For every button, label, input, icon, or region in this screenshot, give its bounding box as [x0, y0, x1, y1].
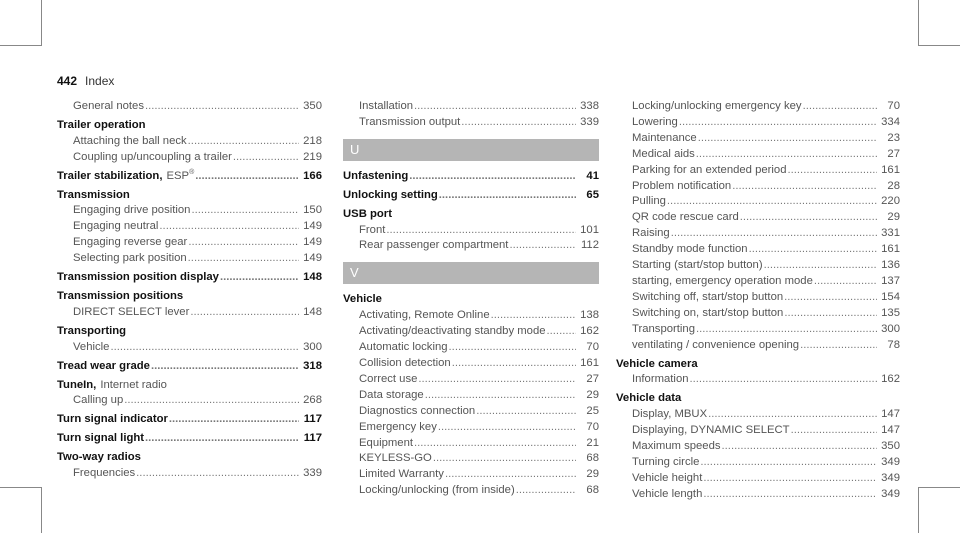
entry-text: Selecting park position	[73, 252, 187, 265]
index-entry	[57, 466, 322, 482]
page-ref: 162	[881, 373, 900, 386]
dot-leader	[732, 179, 877, 195]
index-entry	[616, 290, 900, 306]
page-ref: 161	[881, 243, 900, 256]
heading-extra: ESP®	[166, 168, 195, 182]
index-entry	[616, 306, 900, 322]
superscript: ®	[189, 168, 195, 176]
page-ref: 29	[586, 468, 599, 481]
page-ref: 218	[303, 134, 322, 147]
index-entry	[343, 324, 599, 340]
page-ref: 65	[586, 188, 599, 201]
crop-mark	[918, 487, 919, 533]
entry-text: Switching off, start/stop button	[632, 290, 784, 303]
index-entry	[57, 251, 322, 267]
page-ref: 338	[580, 100, 599, 112]
heading-text: Vehicle camera	[616, 357, 698, 370]
index-heading	[343, 169, 599, 185]
dot-leader	[696, 147, 877, 163]
index-entry	[616, 210, 900, 226]
entry-text: Activating, Remote Online	[359, 309, 490, 322]
dot-leader	[159, 219, 299, 235]
heading-text: Transporting	[57, 324, 127, 337]
dot-leader	[667, 194, 877, 210]
entry-text: QR code rescue card	[632, 211, 739, 224]
index-entry	[57, 393, 322, 409]
entry-text: Transporting	[632, 322, 695, 335]
page-ref: 137	[881, 274, 900, 287]
entry-text: Data storage	[359, 388, 424, 401]
dot-leader	[703, 471, 877, 487]
dot-leader	[784, 306, 877, 322]
index-heading	[57, 188, 322, 204]
dot-leader	[491, 308, 576, 324]
index-heading	[343, 207, 599, 223]
index-entry	[616, 274, 900, 290]
entry-text: ventilating / convenience opening	[632, 338, 800, 351]
dot-leader	[749, 242, 877, 258]
page-ref: 300	[881, 322, 900, 335]
entry-text: Problem notification	[632, 179, 732, 192]
entry-text: Emergency key	[359, 420, 437, 433]
page-ref: 117	[303, 413, 322, 426]
dot-leader	[145, 431, 299, 447]
dot-leader	[191, 203, 299, 219]
page-ref: 23	[887, 131, 900, 144]
dot-leader	[476, 404, 576, 420]
page-ref: 161	[580, 356, 599, 369]
entry-text: Turning circle	[632, 455, 700, 468]
index-entry	[343, 223, 599, 239]
index-heading	[616, 357, 900, 373]
page-ref: 148	[303, 305, 322, 318]
page-ref: 135	[881, 306, 900, 319]
index-heading	[57, 289, 322, 305]
dot-leader	[784, 290, 877, 306]
dot-leader	[708, 407, 877, 423]
index-entry	[616, 423, 900, 439]
dot-leader	[418, 372, 576, 388]
entry-text: Vehicle height	[632, 471, 703, 484]
dot-leader	[188, 134, 299, 150]
dot-leader	[433, 451, 576, 467]
index-entry	[57, 235, 322, 251]
entry-text: Locking/unlocking (from inside)	[359, 484, 515, 497]
index-entry	[57, 134, 322, 150]
index-entry	[343, 467, 599, 483]
entry-text: Parking for an extended period	[632, 163, 787, 176]
page-ref: 68	[586, 484, 599, 497]
index-heading	[343, 188, 599, 204]
heading-text: Trailer operation	[57, 118, 146, 131]
entry-text: Displaying, DYNAMIC SELECT	[632, 424, 790, 437]
page-ref: 27	[586, 372, 599, 385]
dot-leader	[136, 466, 299, 482]
heading-text: Vehicle	[343, 293, 382, 306]
entry-text: Vehicle	[73, 340, 110, 353]
heading-text: Turn signal light	[57, 432, 145, 445]
index-entry	[616, 258, 900, 274]
heading-text: Turn signal indicator	[57, 413, 168, 426]
heading-text: TuneIn,	[57, 378, 97, 391]
index-entry	[343, 99, 599, 115]
entry-text: Switching on, start/stop button	[632, 306, 784, 319]
page-ref: 21	[586, 436, 599, 449]
entry-text: Starting (start/stop button)	[632, 259, 763, 272]
entry-text: Transmission output	[359, 115, 461, 128]
index-entry	[616, 487, 900, 503]
index-entry	[616, 179, 900, 195]
dot-leader	[696, 322, 877, 338]
entry-text: KEYLESS-GO	[359, 452, 432, 465]
index-heading	[57, 412, 322, 428]
page-ref: 149	[303, 236, 322, 249]
page-ref: 112	[580, 239, 599, 252]
index-entry	[616, 242, 900, 258]
heading-text: Two-way radios	[57, 451, 141, 464]
entry-text: Collision detection	[359, 356, 451, 369]
page-ref: 29	[586, 388, 599, 401]
index-entry	[343, 372, 599, 388]
crop-mark	[41, 487, 42, 533]
index-entry	[343, 115, 599, 131]
entry-text: Lowering	[632, 115, 678, 128]
dot-leader	[740, 210, 877, 226]
entry-text: Equipment	[359, 436, 414, 449]
heading-text: USB port	[343, 207, 392, 220]
dot-leader	[438, 420, 576, 436]
page-ref: 147	[881, 408, 900, 421]
dot-leader	[449, 340, 576, 356]
entry-text: DIRECT SELECT lever	[73, 305, 190, 318]
entry-text: Locking/unlocking emergency key	[632, 100, 802, 112]
entry-text: Information	[632, 373, 689, 386]
dot-leader	[188, 251, 299, 267]
page-ref: 70	[887, 100, 900, 112]
page-ref: 349	[881, 487, 900, 500]
page-ref: 318	[303, 359, 322, 372]
crop-mark	[41, 0, 42, 46]
crop-mark	[918, 487, 960, 488]
page-ref: 68	[586, 452, 599, 465]
entry-text: Engaging drive position	[73, 204, 191, 217]
dot-leader	[195, 169, 299, 185]
dot-leader	[690, 372, 877, 388]
index-entry	[343, 388, 599, 404]
entry-text: Engaging neutral	[73, 220, 159, 233]
index-entry	[616, 322, 900, 338]
dot-leader	[445, 467, 576, 483]
heading-text: Unfastening	[343, 169, 409, 182]
page-ref: 334	[881, 115, 900, 128]
index-entry	[343, 238, 599, 254]
index-entry	[57, 219, 322, 235]
entry-text: Engaging reverse gear	[73, 236, 188, 249]
heading-text: Transmission position display	[57, 271, 219, 284]
page-ref: 25	[586, 404, 599, 417]
page-ref: 70	[586, 420, 599, 433]
page-ref: 166	[303, 169, 322, 182]
page-ref: 149	[303, 220, 322, 233]
entry-text: Front	[359, 223, 386, 236]
heading-text: Transmission	[57, 188, 130, 201]
page-ref: 331	[881, 227, 900, 240]
page-ref: 161	[881, 163, 900, 176]
index-entry	[343, 483, 599, 499]
page-ref: 78	[887, 338, 900, 351]
index-entry	[57, 99, 322, 115]
entry-text: Calling up	[73, 394, 124, 407]
index-column-3	[616, 99, 900, 503]
entry-text: Frequencies	[73, 467, 136, 480]
index-heading	[57, 359, 322, 375]
entry-text: Vehicle length	[632, 487, 703, 500]
page-ref: 147	[881, 424, 900, 437]
index-entry	[343, 356, 599, 372]
heading-text: Vehicle data	[616, 392, 682, 405]
dot-leader	[703, 487, 877, 503]
page-ref: 268	[303, 394, 322, 407]
dot-leader	[233, 150, 299, 166]
dot-leader	[516, 483, 576, 499]
entry-text: Pulling	[632, 195, 666, 208]
index-entry	[616, 115, 900, 131]
page-ref: 138	[580, 309, 599, 322]
page-ref: 300	[303, 340, 322, 353]
dot-leader	[461, 115, 576, 131]
index-heading	[343, 292, 599, 308]
index-entry	[616, 338, 900, 354]
index-entry	[343, 420, 599, 436]
dot-leader	[788, 163, 878, 179]
dot-leader	[425, 388, 576, 404]
index-entry	[343, 436, 599, 452]
index-entry	[616, 163, 900, 179]
dot-leader	[814, 274, 877, 290]
dot-leader	[409, 169, 576, 185]
dot-leader	[145, 99, 299, 115]
index-entry	[616, 407, 900, 423]
index-heading	[57, 324, 322, 340]
entry-text: Standby mode function	[632, 243, 748, 256]
dot-leader	[679, 115, 877, 131]
crop-mark	[0, 487, 42, 488]
dot-leader	[698, 131, 877, 147]
entry-text: Rear passenger compartment	[359, 239, 509, 252]
page-ref: 27	[887, 147, 900, 160]
index-heading	[57, 118, 322, 134]
dot-leader	[452, 356, 576, 372]
index-entry	[343, 404, 599, 420]
index-entry	[57, 305, 322, 321]
dot-leader	[700, 455, 877, 471]
dot-leader	[386, 223, 576, 239]
dot-leader	[803, 99, 877, 115]
page-ref: 101	[580, 223, 599, 236]
index-entry	[57, 203, 322, 219]
entry-text: Maintenance	[632, 131, 697, 144]
dot-leader	[220, 270, 299, 286]
index-column-1	[57, 99, 322, 482]
dot-leader	[439, 188, 576, 204]
index-entry	[616, 131, 900, 147]
index-entry	[343, 340, 599, 356]
dot-leader	[722, 439, 877, 455]
index-entry	[616, 372, 900, 388]
heading-text: Transmission positions	[57, 289, 184, 302]
page-ref: 136	[881, 259, 900, 272]
index-entry	[616, 194, 900, 210]
entry-text: Coupling up/uncoupling a trailer	[73, 150, 232, 163]
index-heading	[616, 391, 900, 407]
index-column-2	[343, 99, 599, 499]
index-entry	[616, 99, 900, 115]
page-ref: 154	[881, 290, 900, 303]
page-ref: 150	[303, 204, 322, 217]
entry-text: starting, emergency operation mode	[632, 274, 813, 287]
dot-leader	[414, 436, 576, 452]
page-ref: 29	[887, 211, 900, 224]
page-ref: 339	[303, 467, 322, 480]
entry-text: Diagnostics connection	[359, 404, 476, 417]
heading-text: Trailer stabilization,	[57, 169, 163, 182]
index-heading	[57, 431, 322, 447]
section-letter: V	[343, 262, 599, 284]
page-ref: 162	[580, 325, 599, 338]
index-entry	[57, 340, 322, 356]
crop-mark	[918, 0, 919, 46]
entry-text: Limited Warranty	[359, 468, 444, 481]
dot-leader	[190, 305, 299, 321]
entry-text: Activating/deactivating standby mode	[359, 325, 546, 338]
page-ref: 349	[881, 455, 900, 468]
index-heading	[57, 270, 322, 286]
page-ref: 350	[881, 440, 900, 453]
index-entry	[616, 439, 900, 455]
page-ref: 220	[881, 195, 900, 208]
entry-text: Attaching the ball neck	[73, 134, 187, 147]
dot-leader	[764, 258, 877, 274]
entry-text: Raising	[632, 227, 670, 240]
page-number: 442	[57, 74, 78, 88]
index-entry	[616, 147, 900, 163]
dot-leader	[110, 340, 299, 356]
dot-leader	[547, 324, 576, 340]
heading-text: Tread wear grade	[57, 359, 150, 372]
entry-text: Correct use	[359, 372, 418, 385]
page-ref: 148	[303, 271, 322, 284]
dot-leader	[791, 423, 877, 439]
entry-text: Maximum speeds	[632, 440, 721, 453]
entry-text: Medical aids	[632, 147, 695, 160]
page-ref: 117	[303, 432, 322, 445]
index-entry	[616, 226, 900, 242]
entry-text: Display, MBUX	[632, 408, 708, 421]
entry-text: General notes	[73, 100, 144, 112]
index-heading	[57, 450, 322, 466]
index-entry	[616, 471, 900, 487]
page-ref: 41	[586, 169, 599, 182]
dot-leader	[169, 412, 299, 428]
page-header-title: Index	[85, 74, 115, 88]
dot-leader	[151, 359, 299, 375]
entry-text: Automatic locking	[359, 341, 448, 354]
entry-text: Installation	[359, 100, 414, 112]
page-ref: 149	[303, 252, 322, 265]
dot-leader	[188, 235, 299, 251]
index-heading	[57, 378, 322, 394]
page-ref: 219	[303, 150, 322, 163]
dot-leader	[671, 226, 877, 242]
dot-leader	[509, 238, 576, 254]
index-entry	[616, 455, 900, 471]
index-entry	[343, 451, 599, 467]
index-entry	[57, 150, 322, 166]
heading-extra: Internet radio	[100, 378, 167, 391]
page-ref: 339	[580, 115, 599, 128]
crop-mark	[0, 45, 42, 46]
index-entry	[343, 308, 599, 324]
index-heading	[57, 169, 322, 185]
page-ref: 350	[303, 100, 322, 112]
page-ref: 349	[881, 471, 900, 484]
page-header	[57, 74, 114, 88]
heading-text: Unlocking setting	[343, 188, 438, 201]
dot-leader	[800, 338, 877, 354]
section-letter: U	[343, 139, 599, 161]
page-ref: 28	[887, 179, 900, 192]
dot-leader	[414, 99, 576, 115]
dot-leader	[124, 393, 299, 409]
page-ref: 70	[586, 341, 599, 354]
crop-mark	[918, 45, 960, 46]
